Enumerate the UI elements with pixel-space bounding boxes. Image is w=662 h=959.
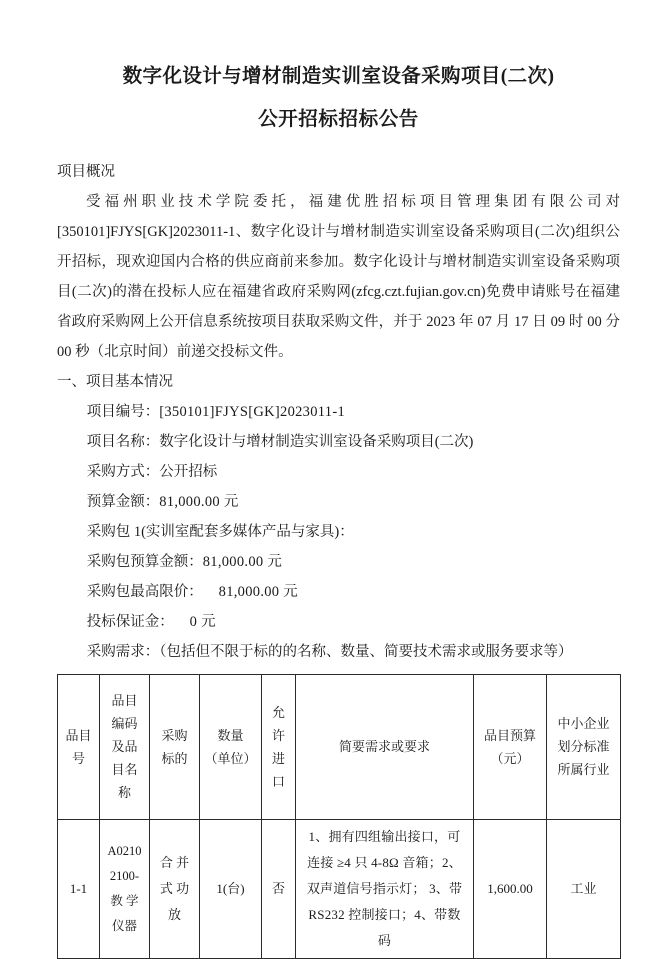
field-procurement-method-label: 采购方式：	[86, 463, 160, 480]
overview-paragraph-rest: [350101]FJYS[GK]2023011-1、数字化设计与增材制造实训室设备采购项目(二次)组织公开招标，现欢迎国内合格的供应商前来参加。数字化设计与增材制造实训室设备采购项目(二次)的潜在投标人应在福建省政府采购网(zfcg.czt.fujian.gov.cn)免费申请账号在福建省政府采购网上公开信息系统按项目获取采购文件，并于 2023 年 07 月 17 日 09 时 00 分 00 秒（北京时间）前递交投标文件。	[57, 223, 620, 360]
col-header-budget-l2: （元）	[490, 750, 530, 766]
col-header-industry-l1: 中小企业	[557, 716, 610, 731]
cell-budget: 1,600.00	[474, 819, 547, 958]
field-package-ceiling-value: 81,000.00 元	[218, 583, 299, 600]
field-procurement-method-value: 公开招标	[159, 463, 218, 480]
cell-item-code-l3: 教 学	[110, 893, 139, 908]
requirement-table	[57, 674, 621, 959]
cell-target-l1: 合 并	[159, 854, 190, 870]
col-header-quantity-l2: （单位）	[204, 750, 257, 766]
overview-paragraph	[57, 187, 620, 367]
cell-item-no: 1-1	[58, 819, 100, 958]
col-header-target-l1: 采购	[161, 727, 188, 743]
col-header-target-l2: 标的	[161, 750, 188, 766]
col-header-import	[262, 674, 296, 819]
overview-paragraph-line1: 受 福 州 职 业 技 术 学 院 委 托 ， 福 建 优 胜 招 标 项 目 管 理 集 团 有 限 公 司 对	[86, 193, 620, 210]
field-project-name	[57, 427, 620, 457]
col-header-item-no	[58, 674, 100, 819]
col-header-item-code-l2: 编码	[111, 716, 138, 731]
cell-target-l3: 放	[167, 906, 181, 922]
col-header-item-code	[100, 674, 150, 819]
col-header-item-code-l5: 称	[117, 785, 131, 800]
table-header-row	[58, 674, 621, 819]
section-one-heading: 一、项目基本情况	[57, 373, 173, 390]
field-package-budget-label: 采购包预算金额：	[86, 553, 203, 570]
cell-target-l2: 式 功	[159, 880, 190, 896]
cell-brief: 1、拥有四组输出接口，可连接 ≥4 只 4-8Ω 音箱；2、双声道信号指示灯； 3、带 RS232 控制接口；4、带数码	[296, 819, 474, 958]
cell-industry: 工业	[547, 819, 621, 958]
col-header-item-no-l1: 品目	[65, 727, 92, 743]
col-header-industry	[547, 674, 621, 819]
col-header-item-code-l1: 品目	[111, 693, 138, 708]
field-project-name-label: 项目名称：	[86, 433, 160, 450]
col-header-industry-l3: 所属行业	[557, 762, 610, 777]
field-procurement-method	[57, 457, 620, 487]
cell-target	[150, 819, 200, 958]
cell-item-code-l2: 2100-	[109, 868, 140, 883]
field-bid-bond-value: 0 元	[189, 613, 216, 630]
col-header-item-code-l4: 目名	[111, 762, 138, 777]
col-header-industry-l2: 划分标准	[557, 739, 610, 754]
field-budget-amount-value: 81,000.00 元	[159, 493, 239, 510]
col-header-import-l4: 口	[271, 773, 285, 789]
col-header-budget-l1: 品目预算	[483, 727, 536, 743]
field-project-name-value: 数字化设计与增材制造实训室设备采购项目(二次)	[159, 433, 474, 450]
col-header-brief-l1: 简要需求或要求	[338, 739, 430, 754]
field-package-ceiling	[57, 577, 620, 607]
field-project-number-value: [350101]FJYS[GK]2023011-1	[159, 403, 346, 420]
cell-item-code	[100, 819, 150, 958]
cell-import: 否	[262, 819, 296, 958]
col-header-target	[150, 674, 200, 819]
field-package-budget	[57, 547, 620, 577]
table-row	[58, 819, 621, 958]
field-budget-amount-label: 预算金额：	[86, 493, 160, 510]
field-package-ceiling-label: 采购包最高限价：	[86, 583, 203, 600]
col-header-quantity	[200, 674, 262, 819]
col-header-item-no-l2: 号	[71, 750, 85, 766]
field-package-budget-value: 81,000.00 元	[202, 553, 283, 570]
cell-quantity: 1(台)	[200, 819, 262, 958]
col-header-brief	[296, 674, 474, 819]
col-header-item-code-l3: 及品	[111, 739, 138, 754]
cell-item-code-l4: 仪器	[111, 918, 137, 933]
overview-heading: 项目概况	[57, 163, 115, 180]
col-header-import-l3: 进	[271, 750, 285, 766]
field-procurement-requirement: 采购需求：（包括但不限于标的的名称、数量、简要技术需求或服务要求等）	[86, 643, 573, 660]
col-header-budget	[474, 674, 547, 819]
page-subtitle: 公开招标招标公告	[258, 109, 419, 131]
document-content	[57, 62, 620, 959]
field-project-number	[57, 397, 620, 427]
col-header-import-l2: 许	[271, 727, 285, 743]
page-title: 数字化设计与增材制造实训室设备采购项目(二次)	[122, 66, 555, 87]
col-header-quantity-l1: 数量	[217, 727, 244, 743]
field-bid-bond	[57, 607, 620, 637]
field-project-number-label: 项目编号：	[86, 403, 160, 420]
requirement-table-wrapper	[57, 674, 620, 959]
col-header-import-l1: 允	[271, 704, 285, 720]
package-heading: 采购包 1(实训室配套多媒体产品与家具)：	[86, 523, 354, 540]
cell-item-code-l1: A0210	[107, 843, 142, 858]
field-bid-bond-label: 投标保证金：	[86, 613, 174, 630]
field-budget-amount	[57, 487, 620, 517]
